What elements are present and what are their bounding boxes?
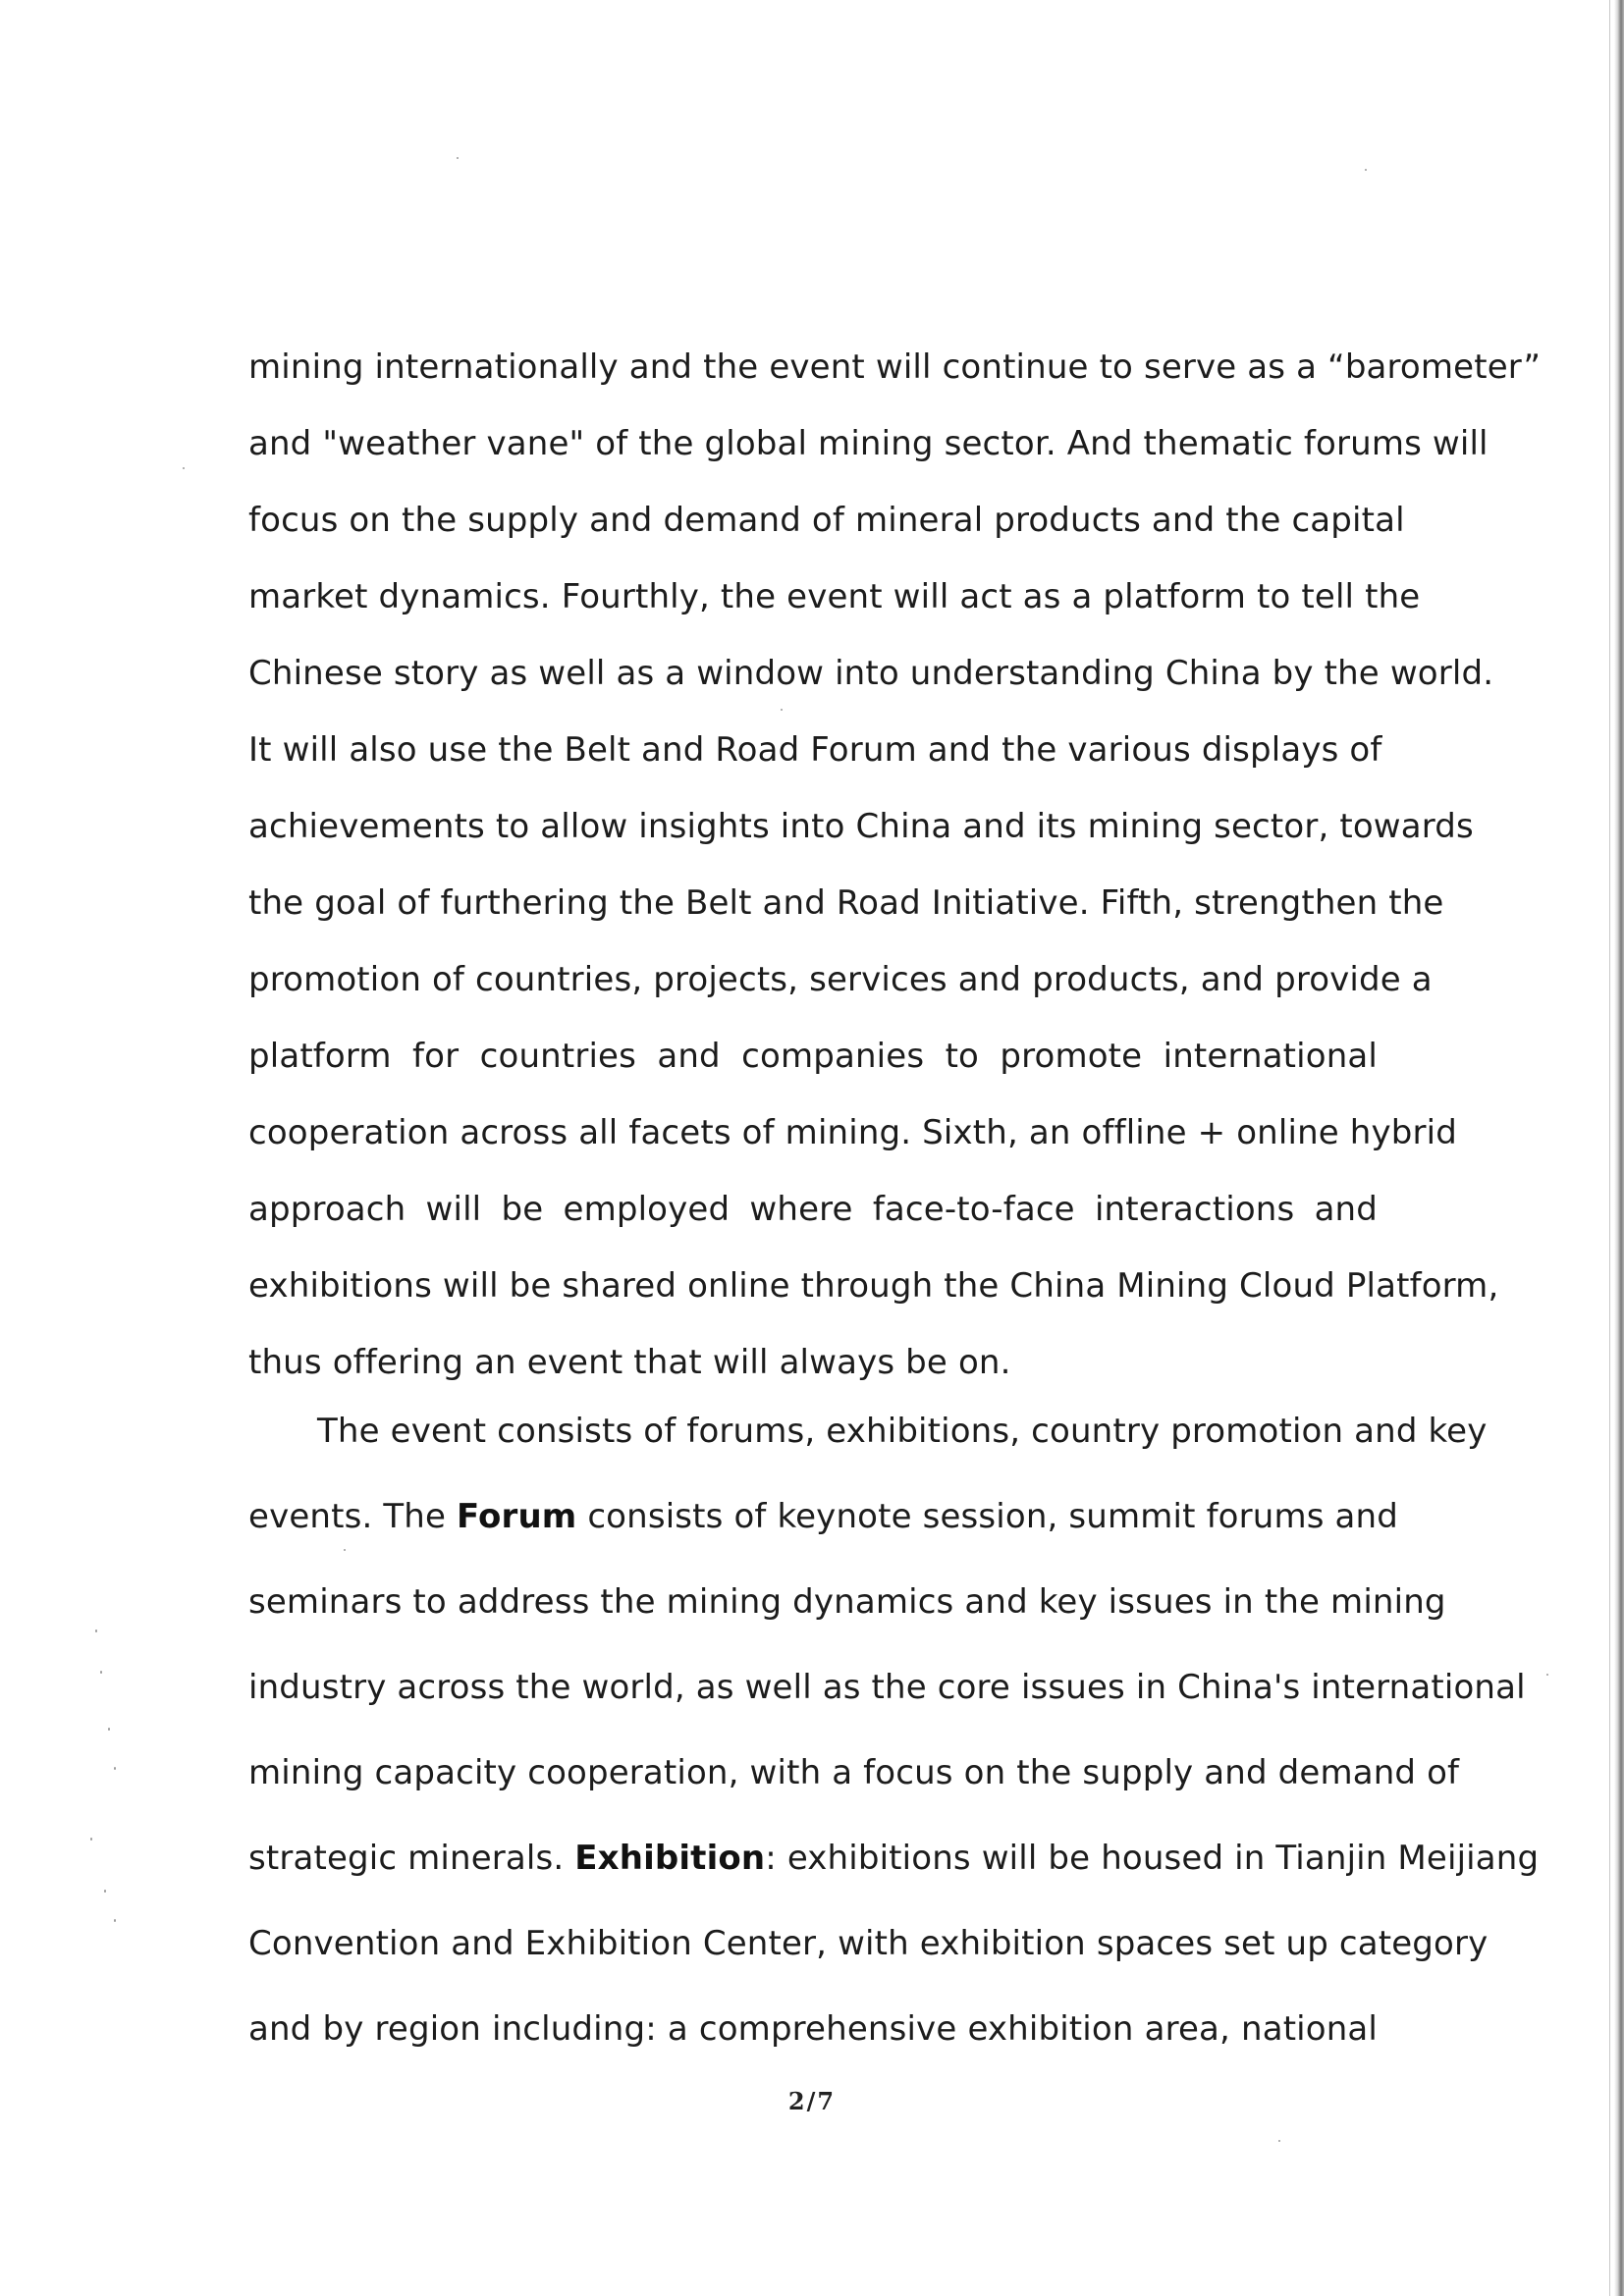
- text-run: : exhibitions will be housed in Tianjin Meijiang: [765, 1839, 1540, 1878]
- paragraph-line: Chinese story as well as a window into understanding China by the world.: [248, 654, 1494, 693]
- scan-speck: [108, 1728, 110, 1731]
- paragraph-line: Convention and Exhibition Center, with exhibition spaces set up category: [248, 1924, 1489, 1963]
- scan-speck: [1278, 2140, 1280, 2142]
- paragraph-line: seminars to address the mining dynamics and key issues in the mining: [248, 1582, 1446, 1622]
- scan-speck: [104, 1890, 106, 1893]
- scan-edge-shadow: [1614, 0, 1624, 2296]
- paragraph-line: cooperation across all facets of mining. Sixth, an offline + online hybrid: [248, 1113, 1457, 1152]
- scan-speck: [95, 1629, 97, 1632]
- scan-speck: [344, 1549, 346, 1551]
- paragraph-line: [248, 1837, 1540, 1880]
- scan-speck: [1546, 1674, 1548, 1676]
- scan-speck: [1365, 169, 1367, 171]
- paragraph-line: mining internationally and the event will continue to serve as a “barometer”: [248, 347, 1542, 387]
- forum-term: Forum: [457, 1497, 577, 1536]
- scan-speck: [457, 157, 459, 159]
- paragraph-line-last: thus offering an event that will always be on.: [248, 1343, 1011, 1382]
- paragraph-line: mining capacity cooperation, with a focus on the supply and demand of: [248, 1753, 1460, 1792]
- scan-border-line: [1609, 0, 1610, 2296]
- paragraph-line: market dynamics. Fourthly, the event will act as a platform to tell the: [248, 577, 1421, 616]
- paragraph-line: focus on the supply and demand of mineral products and the capital: [248, 501, 1405, 540]
- scan-speck: [114, 1767, 116, 1770]
- paragraph-line: promotion of countries, projects, services and products, and provide a: [248, 960, 1433, 999]
- paragraph-line: the goal of furthering the Belt and Road Initiative. Fifth, strengthen the: [248, 883, 1444, 923]
- paragraph-line: achievements to allow insights into China and its mining sector, towards: [248, 807, 1474, 846]
- paragraph-line: platform for countries and companies to promote international: [248, 1037, 1378, 1076]
- paragraph-line: and "weather vane" of the global mining sector. And thematic forums will: [248, 424, 1489, 463]
- paragraph-line: and by region including: a comprehensive exhibition area, national: [248, 2009, 1378, 2049]
- exhibition-term: Exhibition: [574, 1839, 766, 1878]
- scan-speck: [183, 467, 185, 469]
- scan-speck: [114, 1919, 116, 1922]
- scan-speck: [100, 1671, 102, 1674]
- text-run: events. The: [248, 1497, 458, 1536]
- paragraph-first-line: The event consists of forums, exhibitions, country promotion and key: [317, 1412, 1488, 1451]
- paragraph-line: [248, 1495, 1398, 1538]
- paragraph-line: industry across the world, as well as the core issues in China's international: [248, 1668, 1526, 1707]
- page-number: 2/7: [787, 2087, 837, 2115]
- text-run: strategic minerals.: [248, 1839, 575, 1878]
- paragraph-line: It will also use the Belt and Road Forum and the various displays of: [248, 730, 1382, 770]
- scan-speck: [781, 709, 783, 711]
- text-run: consists of keynote session, summit forums and: [576, 1497, 1398, 1536]
- paragraph-line: approach will be employed where face-to-face interactions and: [248, 1190, 1378, 1229]
- paragraph-line: exhibitions will be shared online through the China Mining Cloud Platform,: [248, 1266, 1499, 1306]
- scan-speck: [90, 1838, 92, 1841]
